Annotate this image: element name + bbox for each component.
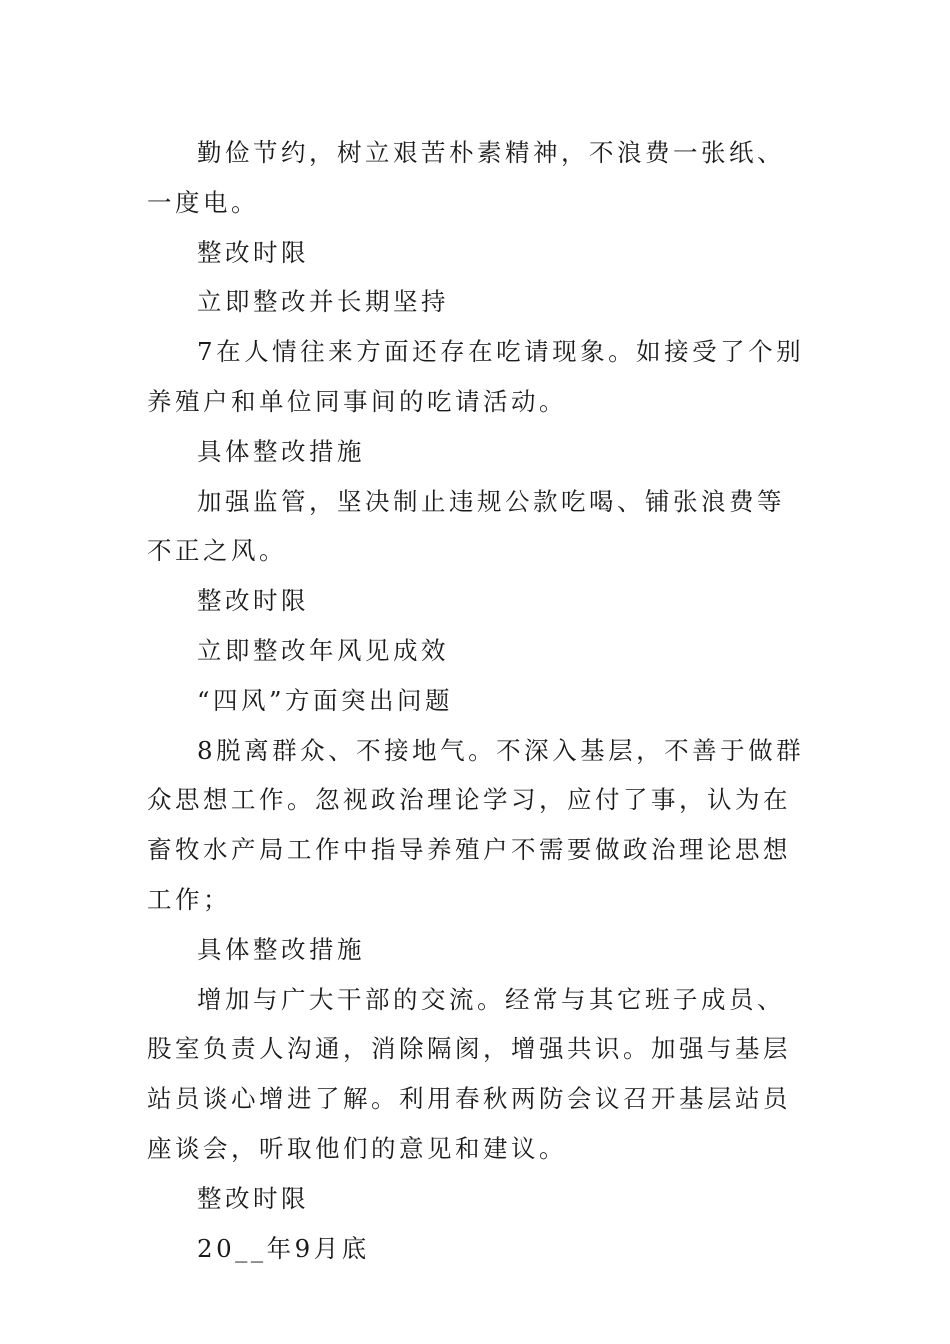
paragraph-frugality: 勤俭节约，树立艰苦朴素精神，不浪费一张纸、一度电。 — [147, 138, 785, 217]
deadline-value-1: 立即整改并长期坚持 — [197, 287, 449, 317]
measure-text-2: 增加与广大干部的交流。经常与其它班子成员、股室负责人沟通，消除隔阂，增强共识。加强与基层站员谈心增进了解。利用春秋两防会议召开基层站员座谈会，听取他们的意见和建议。 — [147, 984, 791, 1163]
heading-measures-2: 具体整改措施 — [197, 934, 365, 964]
heading-deadline-3: 整改时限 — [197, 1183, 309, 1213]
deadline-value-2: 立即整改年风见成效 — [197, 635, 449, 665]
problem-item-8: 8脱离群众、不接地气。不深入基层，不善于做群众思想工作。忽视政治理论学习，应付了事，认为在畜牧水产局工作中指导养殖户不需要做政治理论思想工作； — [147, 735, 805, 914]
heading-deadline-1: 整改时限 — [197, 237, 309, 267]
document-body — [147, 128, 807, 1273]
heading-measures-1: 具体整改措施 — [197, 436, 365, 466]
heading-deadline-2: 整改时限 — [197, 586, 309, 616]
deadline-value-3: 20__年9月底 — [197, 1233, 370, 1263]
problem-item-7: 7在人情往来方面还存在吃请现象。如接受了个别养殖户和单位同事间的吃请活动。 — [147, 337, 805, 416]
section-heading-four-winds: “四风”方面突出问题 — [197, 685, 454, 715]
measure-text-1: 加强监管，坚决制止违规公款吃喝、铺张浪费等不正之风。 — [147, 486, 785, 566]
